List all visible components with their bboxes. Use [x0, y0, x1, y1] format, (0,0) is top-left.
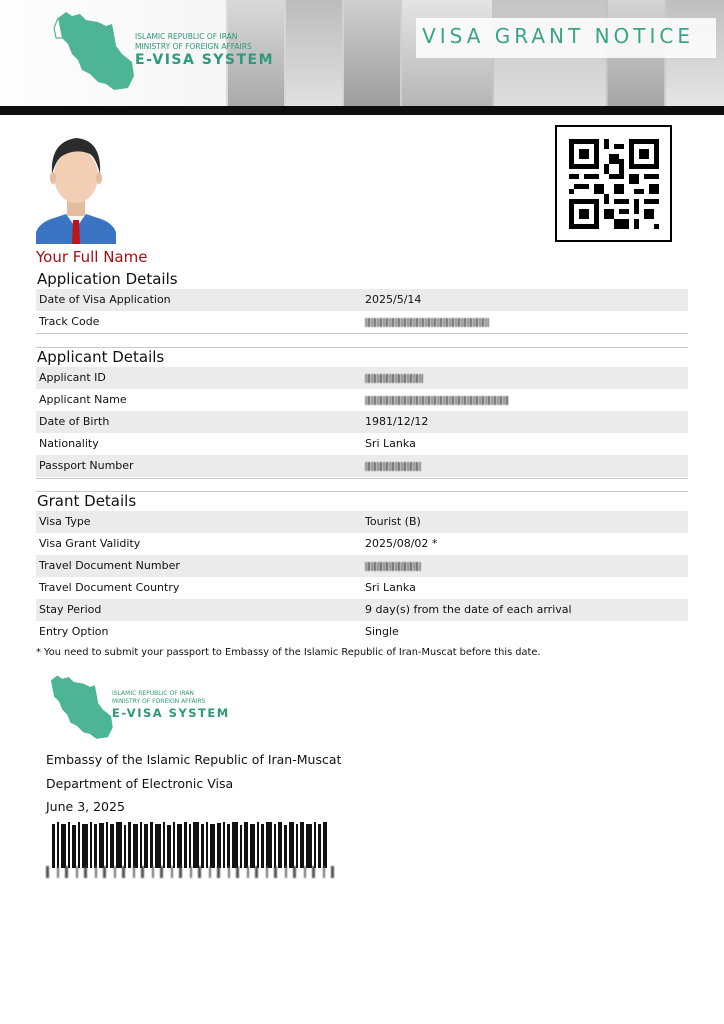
divider: [36, 478, 688, 479]
applicant-full-name: Your Full Name: [36, 248, 148, 266]
row-label: Date of Visa Application: [39, 293, 171, 306]
table-row: [36, 621, 688, 643]
applicant-details-table: [36, 367, 688, 477]
logo-country-text: ISLAMIC REPUBLIC OF IRAN: [112, 690, 194, 697]
qr-code: [555, 125, 672, 242]
table-row: [36, 389, 688, 411]
grant-details-title: Grant Details: [37, 492, 137, 510]
divider: [36, 333, 688, 334]
row-label: Applicant ID: [39, 371, 106, 384]
applicant-name-redacted: [365, 389, 509, 411]
table-row: [36, 599, 688, 621]
table-row: [36, 367, 688, 389]
row-label: Track Code: [39, 315, 100, 328]
row-label: Visa Type: [39, 515, 91, 528]
qr-code-icon: [569, 139, 659, 229]
logo-country-text: ISLAMIC REPUBLIC OF IRAN: [135, 32, 238, 41]
row-value: Sri Lanka: [365, 581, 416, 594]
row-value: 2025/5/14: [365, 293, 422, 306]
header-divider: [0, 106, 724, 115]
table-row: [36, 433, 688, 455]
applicant-id-redacted: [365, 367, 423, 389]
table-row: [36, 411, 688, 433]
track-code-redacted: [365, 311, 489, 333]
evisa-logo: [52, 8, 282, 98]
barcode-number-redacted: [46, 866, 336, 878]
row-label: Applicant Name: [39, 393, 127, 406]
issue-date: June 3, 2025: [46, 799, 125, 814]
row-value: 9 day(s) from the date of each arrival: [365, 603, 572, 616]
row-label: Visa Grant Validity: [39, 537, 141, 550]
application-details-table: [36, 289, 688, 333]
row-label: Travel Document Number: [39, 559, 180, 572]
table-row: [36, 511, 688, 533]
row-value: 2025/08/02 *: [365, 537, 438, 550]
row-label: Travel Document Country: [39, 581, 180, 594]
row-value: Single: [365, 625, 399, 638]
logo-ministry-text: MINISTRY OF FOREIGN AFFAIRS: [135, 42, 252, 51]
page-title: VISA GRANT NOTICE: [422, 24, 694, 48]
table-row: [36, 577, 688, 599]
department-name: Department of Electronic Visa: [46, 776, 234, 791]
row-label: Stay Period: [39, 603, 102, 616]
iran-map-icon: [52, 8, 138, 96]
person-silhouette-icon: [36, 128, 116, 244]
row-value: Tourist (B): [365, 515, 421, 528]
iran-map-icon: [46, 672, 116, 744]
embassy-name: Embassy of the Islamic Republic of Iran-Muscat: [46, 752, 342, 767]
applicant-details-title: Applicant Details: [37, 348, 165, 366]
logo-system-text: E-VISA SYSTEM: [135, 52, 275, 68]
row-label: Entry Option: [39, 625, 109, 638]
header-photo: [344, 0, 400, 108]
row-value: 1981/12/12: [365, 415, 429, 428]
table-row: [36, 555, 688, 577]
row-value: Sri Lanka: [365, 437, 416, 450]
table-row: [36, 289, 688, 311]
row-label: Nationality: [39, 437, 99, 450]
evisa-logo-footer: [46, 672, 246, 746]
header-banner: [0, 0, 724, 108]
row-label: Date of Birth: [39, 415, 110, 428]
table-row: [36, 455, 688, 477]
row-label: Passport Number: [39, 459, 134, 472]
logo-system-text: E-VISA SYSTEM: [112, 706, 230, 720]
table-row: [36, 533, 688, 555]
travel-document-number-redacted: [365, 555, 421, 577]
header-photo: [286, 0, 342, 108]
table-row: [36, 311, 688, 333]
submission-note: * You need to submit your passport to Embassy of the Islamic Republic of Iran-Muscat before this date.: [36, 647, 541, 658]
logo-ministry-text: MINISTRY OF FOREIGN AFFAIRS: [112, 698, 206, 705]
passport-number-redacted: [365, 455, 421, 477]
application-details-title: Application Details: [37, 270, 178, 288]
grant-details-table: [36, 511, 688, 643]
